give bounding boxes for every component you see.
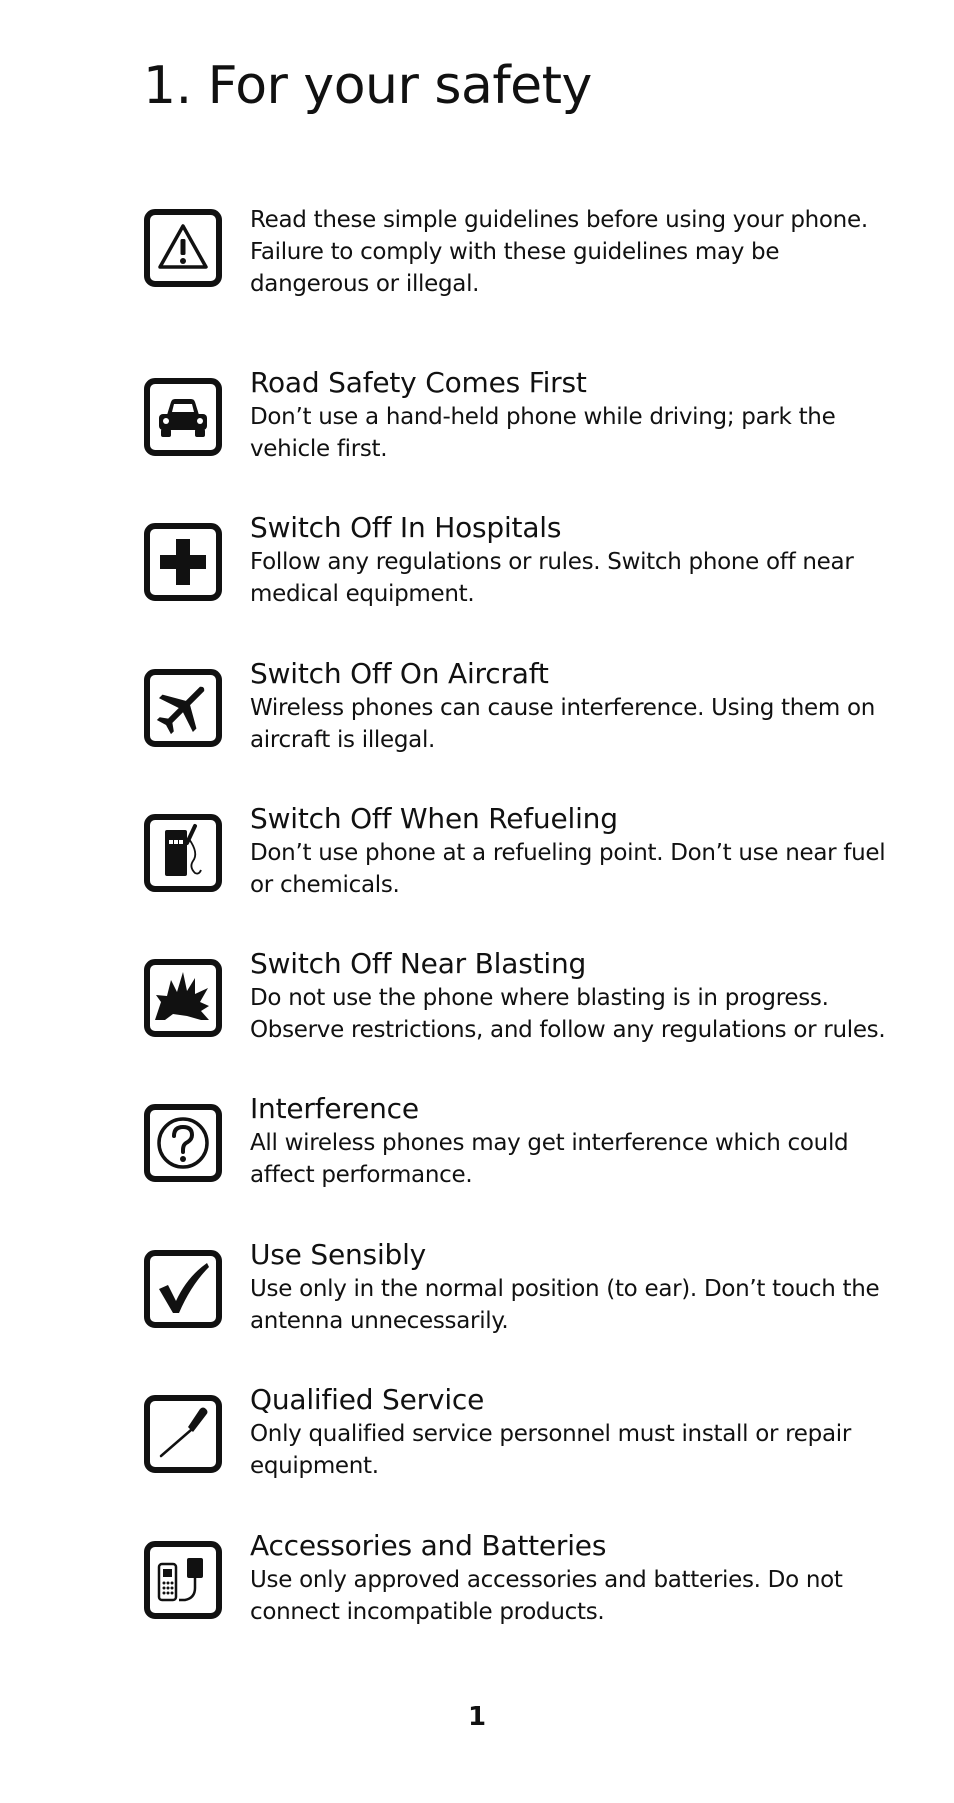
item-heading: Accessories and Batteries [250,1529,607,1562]
item-body: Don’t use phone at a refueling point. Don’t use near fuel or chemicals. [250,840,886,898]
item-heading: Qualified Service [250,1383,485,1416]
warning-triangle-icon [143,208,223,288]
item-heading: Switch Off When Refueling [250,802,618,835]
intro-text: Read these simple guidelines before using your phone. Failure to comply with these guidelines may be dangerous or illegal. [250,207,868,297]
item-heading: Switch Off Near Blasting [250,947,587,980]
page-title: 1. For your safety [143,56,592,116]
item-heading: Use Sensibly [250,1238,427,1271]
medical-cross-icon [143,522,223,602]
fuel-pump-icon [143,813,223,893]
car-icon [143,377,223,457]
item-body: Do not use the phone where blasting is in progress. Observe restrictions, and follow any regulations or rules. [250,985,886,1043]
item-body: Follow any regulations or rules. Switch phone off near medical equipment. [250,549,854,607]
question-mark-icon [143,1103,223,1183]
page-number: 1 [467,1702,487,1732]
airplane-icon [143,668,223,748]
item-body: Don’t use a hand-held phone while driving; park the vehicle first. [250,404,836,462]
explosion-icon [143,958,223,1038]
screwdriver-icon [143,1394,223,1474]
item-heading: Road Safety Comes First [250,366,587,399]
item-body: Use only in the normal position (to ear). Don’t touch the antenna unnecessarily. [250,1276,880,1334]
checkmark-icon [143,1249,223,1329]
phone-charger-icon [143,1540,223,1620]
item-body: All wireless phones may get interference which could affect performance. [250,1130,849,1188]
item-body: Use only approved accessories and batteries. Do not connect incompatible products. [250,1567,843,1625]
item-heading: Switch Off In Hospitals [250,511,562,544]
item-heading: Switch Off On Aircraft [250,657,549,690]
item-body: Only qualified service personnel must install or repair equipment. [250,1421,851,1479]
item-heading: Interference [250,1092,419,1125]
item-body: Wireless phones can cause interference. Using them on aircraft is illegal. [250,695,876,753]
